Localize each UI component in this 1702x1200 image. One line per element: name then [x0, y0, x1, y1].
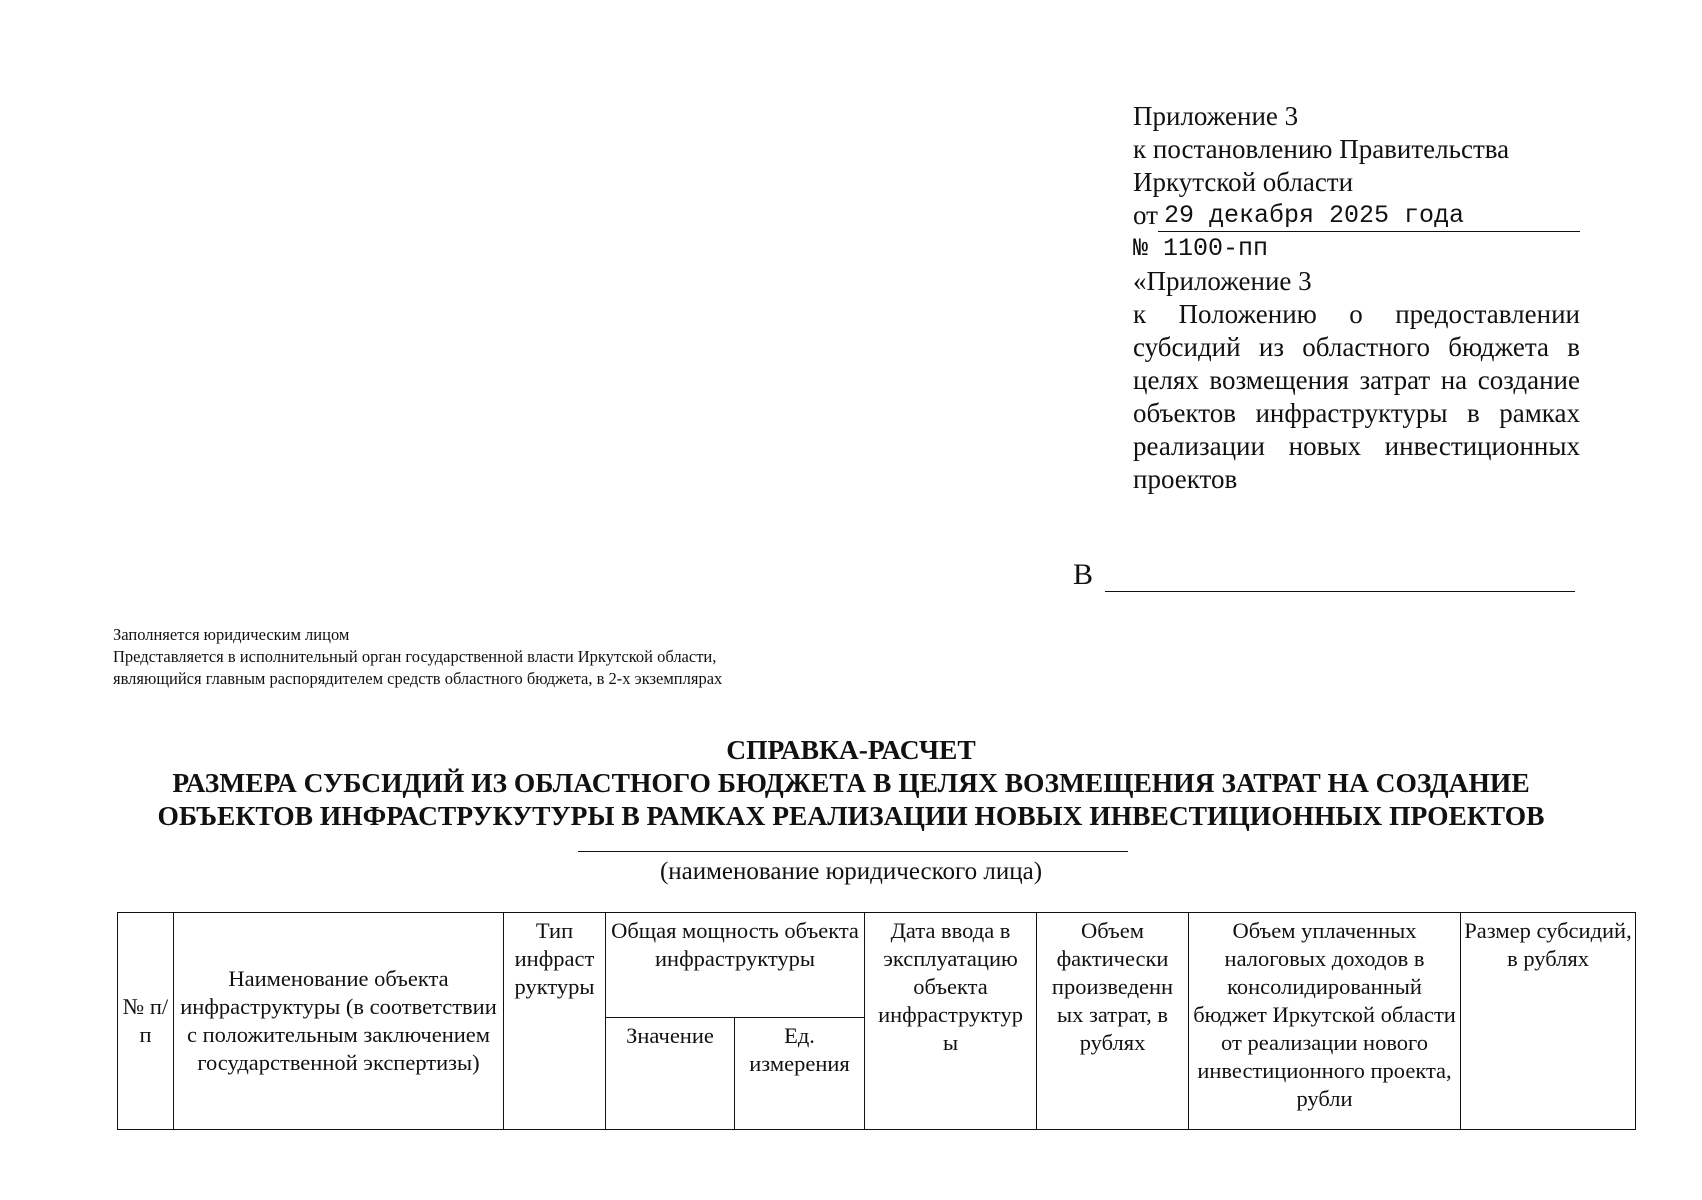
decree-number: № 1100-пп	[1133, 234, 1269, 263]
org-name-blank	[578, 851, 1128, 852]
header-commission-date: Дата ввода в эксплуатацию объекта инфраструктур ы	[865, 913, 1037, 1130]
title-line-2: РАЗМЕРА СУБСИДИЙ ИЗ ОБЛАСТНОГО БЮДЖЕТА В ЦЕЛЯХ ВОЗМЕЩЕНИЯ ЗАТРАТ НА СОЗДАНИЕ	[172, 767, 1530, 798]
header-tax-revenue: Объем уплаченных налоговых доходов в консолидированный бюджет Иркутской области от реализации нового инвестиционного проекта, рубли	[1189, 913, 1461, 1130]
date-prefix: от	[1133, 200, 1158, 230]
note-line-3: являющийся главным распорядителем средств областного бюджета, в 2-х экземплярах	[113, 669, 723, 688]
appendix-line-2: к постановлению Правительства	[1133, 134, 1510, 164]
appendix-line-3: Иркутской области	[1133, 167, 1354, 197]
header-object-name: Наименование объекта инфраструктуры (в соответствии с положительным заключением государственной экспертизы)	[174, 913, 504, 1130]
header-actual-costs: Объем фактически произведенн ых затрат, в рублях	[1037, 913, 1189, 1130]
header-capacity-value: Значение	[606, 1018, 735, 1130]
filing-notes	[113, 624, 722, 690]
document-title	[0, 733, 1702, 832]
title-line-3: ОБЪЕКТОВ ИНФРАСТРУКУТУРЫ В РАМКАХ РЕАЛИЗАЦИИ НОВЫХ ИНВЕСТИЦИОННЫХ ПРОЕКТОВ	[157, 800, 1545, 831]
org-name-caption: (наименование юридического лица)	[659, 858, 1043, 885]
header-capacity-unit: Ед. измерения	[735, 1018, 865, 1130]
date-value: 29 декабря 2025 года	[1158, 201, 1580, 232]
recipient-line	[1073, 558, 1575, 592]
header-infrastructure-type: Тип инфраст руктуры	[504, 913, 606, 1130]
header-number: № п/п	[118, 913, 174, 1130]
subsidy-table	[117, 912, 1636, 1130]
note-line-1: Заполняется юридическим лицом	[113, 625, 350, 644]
inner-appendix-text: к Положению о предоставлении субсидий из областного бюджета в целях возмещения затрат на создание объектов инфраструктуры в рамках реализации новых инвестиционных проектов	[1133, 299, 1580, 494]
appendix-block	[1133, 100, 1580, 496]
header-subsidy-amount: Размер субсидий, в рублях	[1461, 913, 1636, 1130]
recipient-prefix: В	[1073, 558, 1094, 591]
recipient-blank	[1105, 561, 1575, 592]
title-line-1: СПРАВКА-РАСЧЕТ	[726, 734, 976, 765]
appendix-date-line	[1133, 199, 1580, 232]
header-total-capacity: Общая мощность объекта инфраструктуры	[606, 913, 865, 1018]
note-line-2: Представляется в исполнительный орган государственной власти Иркутской области,	[113, 647, 717, 666]
inner-appendix-title: «Приложение 3	[1133, 266, 1312, 296]
appendix-line-1: Приложение 3	[1133, 101, 1299, 131]
